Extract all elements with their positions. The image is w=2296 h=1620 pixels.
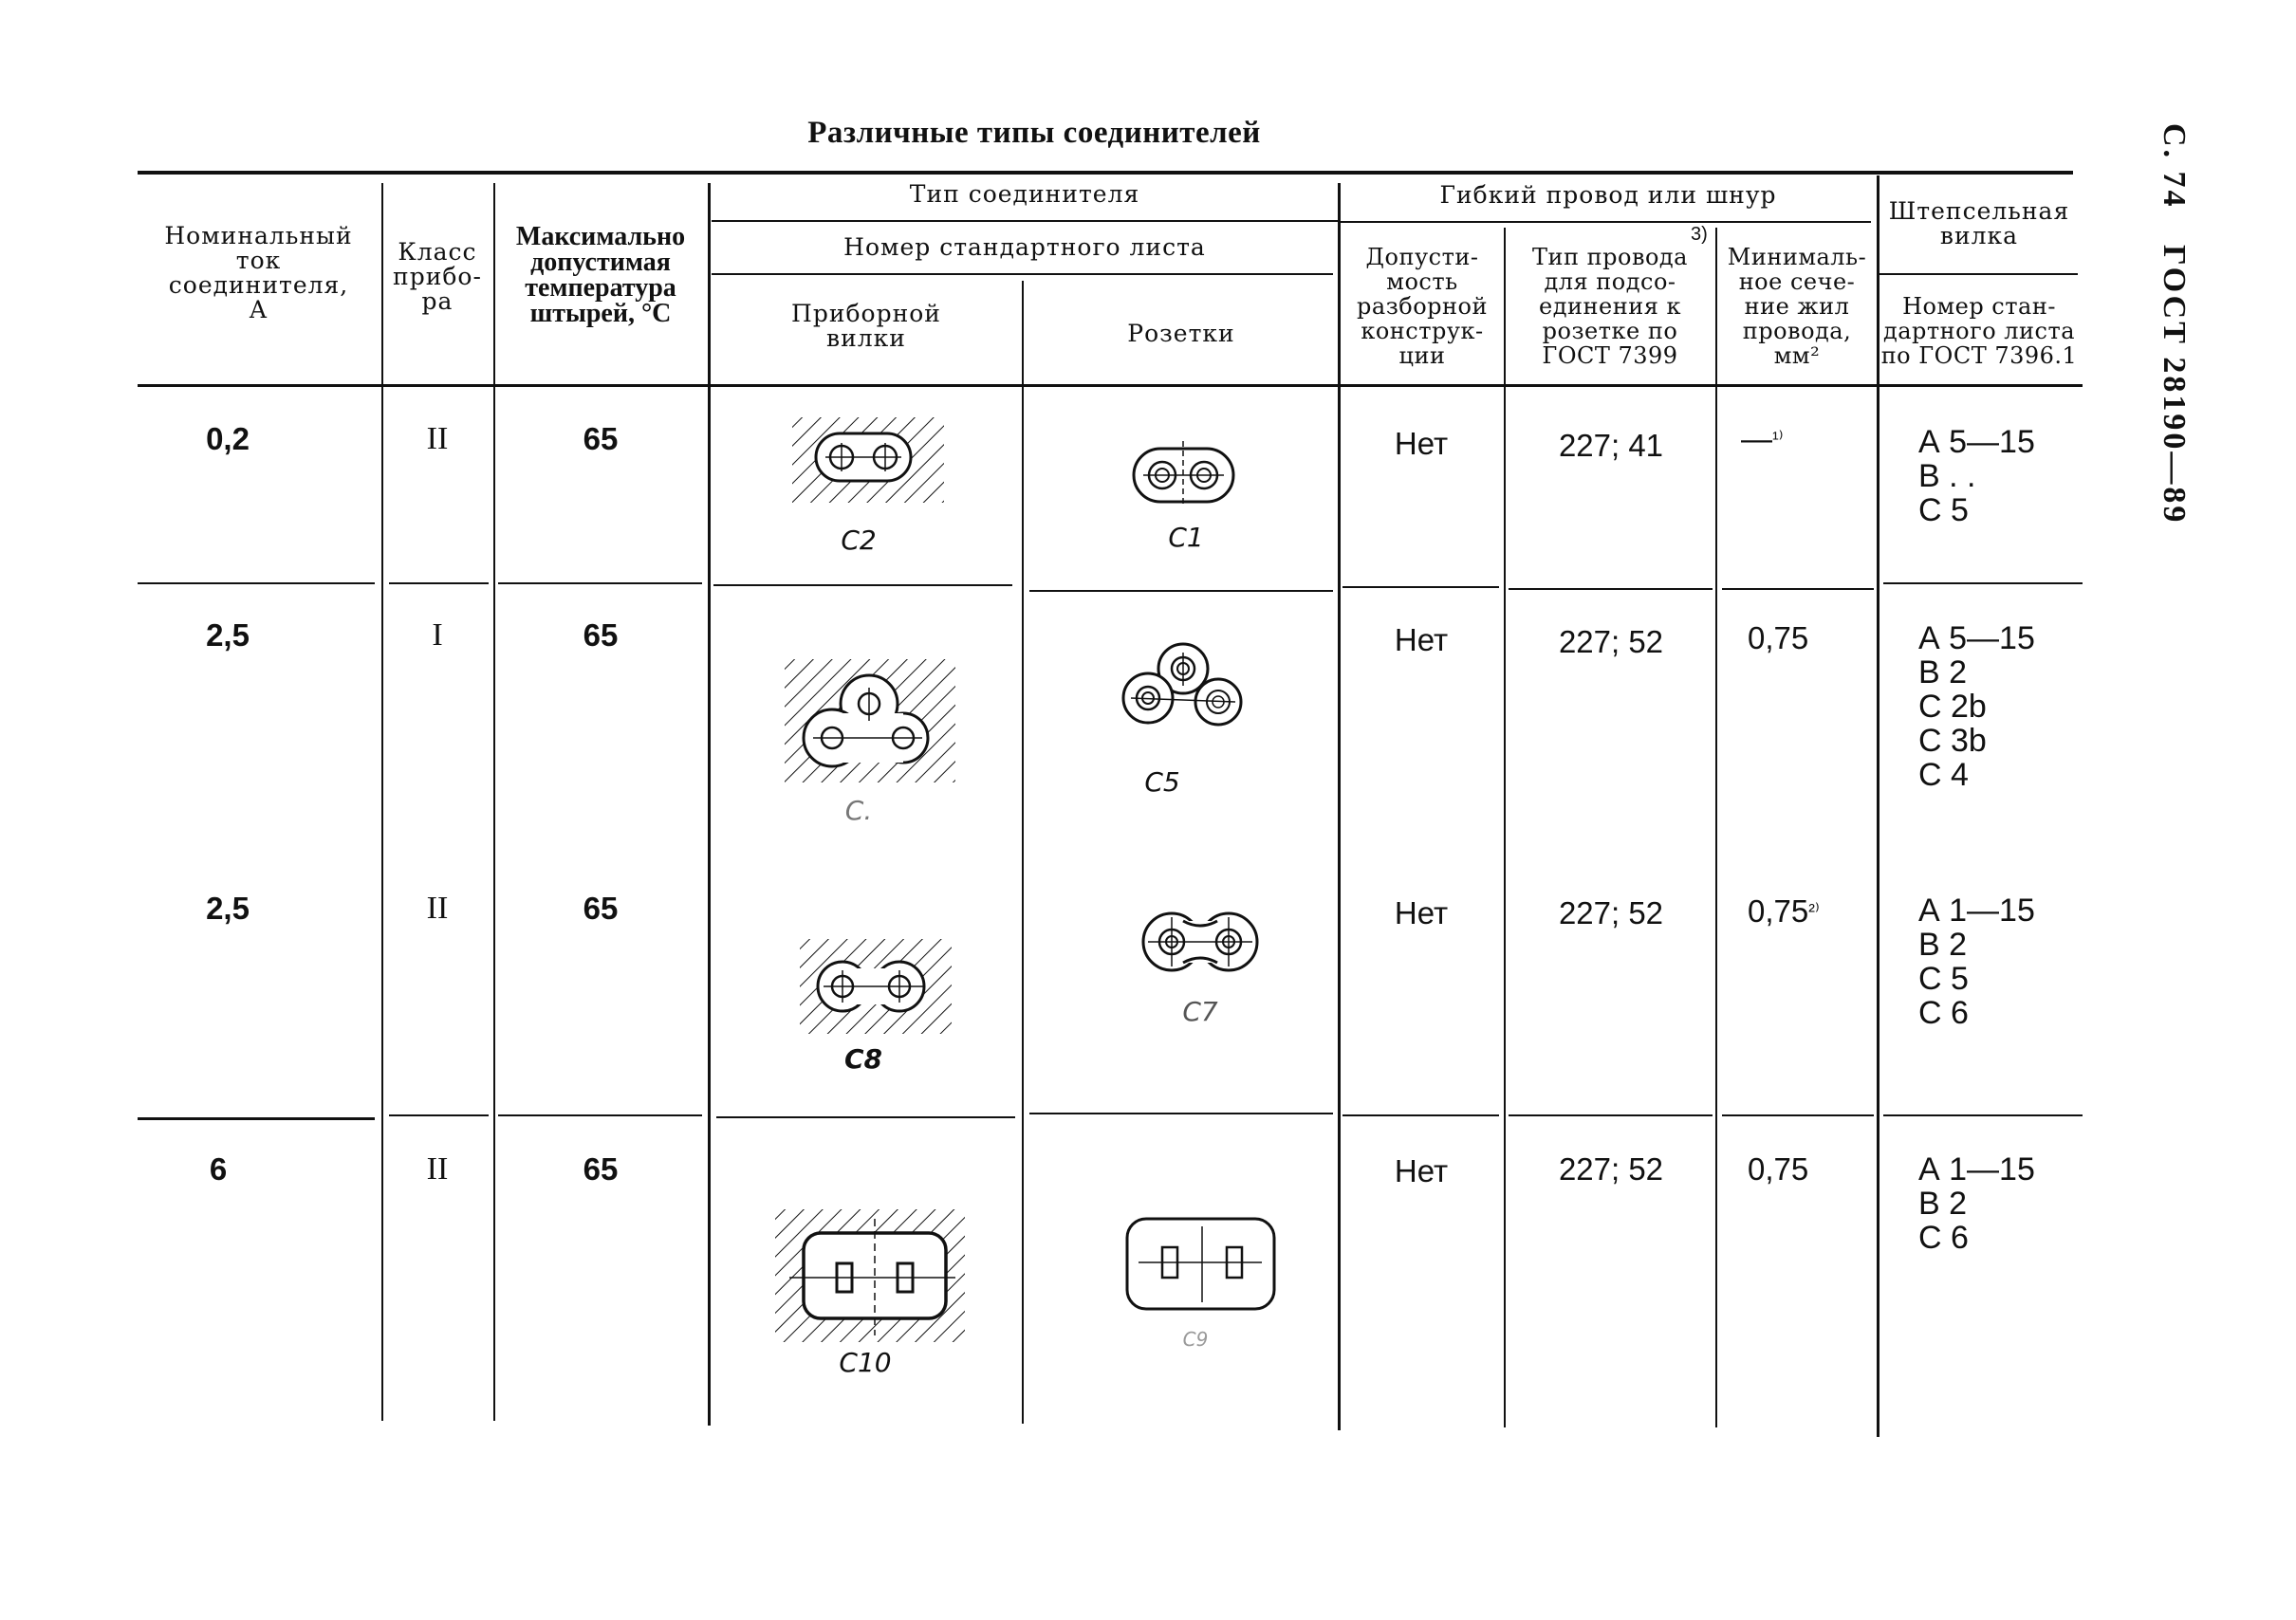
cord-type-footnote: 3) [1691,224,1708,245]
cord-type-value: 227; 52 [1558,1151,1664,1187]
cross-section-value: 0,75 [1748,620,1809,655]
class-value: II [426,1151,449,1187]
plug-sheet-list: А 5—15 В . . С 5 [1918,424,2035,528]
cross-section-value: 0,75 [1748,1151,1809,1187]
rated-current-value: 2,5 [206,617,250,653]
inlet-c2-label: С2 [841,525,877,556]
header-min-cross-section: Минималь- ное сече- ние жил провода, мм² [1727,244,1867,369]
plug-sheet-list: А 1—15 В 2 С 6 [1918,1151,2035,1256]
inlet-c10-label: С10 [839,1347,892,1378]
cross-section-value: —$^{^{1)}}$ [1741,421,1784,456]
inlet-c10-drawing [770,1205,970,1347]
inlet-c6-drawing [780,654,960,787]
class-value: II [426,421,449,456]
class-value: I [432,617,443,653]
inlet-c8-drawing [795,934,956,1039]
rated-current-value: 6 [209,1151,228,1187]
header-cord-type: Тип провода для подсо- единения к розетке по ГОСТ 7399 [1532,244,1688,369]
socket-c1-drawing [1129,441,1243,507]
rewirable-value: Нет [1394,1153,1449,1188]
inlet-c8-label: С8 [843,1043,883,1075]
inlet-c6-label: С. [844,795,873,826]
cord-type-value: 227; 52 [1558,624,1664,659]
header-rated-current: Номинальный ток соединителя, А [164,222,353,323]
class-value: II [426,891,449,926]
header-socket: Розетки [1127,320,1235,347]
temperature-value: 65 [583,891,619,926]
header-connector-type: Тип соединителя [909,180,1140,208]
header-max-pin-temperature: Максимально допустимая температура штырей, °С [515,222,686,328]
header-standard-sheet-number: Номер стандартного листа [843,233,1206,261]
header-rewirable: Допусти- мость разборной конструк- ции [1357,244,1488,369]
temperature-value: 65 [583,1151,619,1187]
temperature-value: 65 [583,617,619,653]
rated-current-value: 2,5 [206,891,250,926]
header-appliance-class: Класс прибо- ра [393,238,482,315]
header-flexible-cord: Гибкий провод или шнур [1439,181,1777,209]
header-appliance-inlet: Приборной вилки [791,300,941,352]
socket-c7-label: С7 [1182,996,1218,1027]
socket-c5-drawing [1112,634,1254,743]
plug-sheet-list: А 5—15 В 2 С 2b С 3b С 4 [1918,620,2035,793]
cross-section-value: $0,75^{^{2)}}$ [1748,893,1820,929]
temperature-value: 65 [583,421,619,456]
rated-current-value: 0,2 [206,421,250,456]
cord-type-value: 227; 52 [1558,895,1664,930]
cord-type-value: 227; 41 [1558,428,1664,463]
socket-c1-label: С1 [1168,522,1204,553]
inlet-c2-drawing [787,413,949,507]
rewirable-value: Нет [1394,426,1449,461]
page-side-header [2135,123,2192,549]
page-number: С. 74 [2157,123,2192,210]
socket-c9-label: С9 [1182,1328,1209,1351]
header-plug-sheet-number: Номер стан- дартного листа по ГОСТ 7396.1 [1880,293,2078,369]
table-title: Различные типы соединителей [807,116,1261,150]
socket-c7-drawing [1134,906,1267,982]
rewirable-value: Нет [1394,622,1449,657]
socket-c5-label: С5 [1144,766,1180,798]
standard-number: ГОСТ 28190—89 [2157,245,2192,525]
socket-c9-drawing [1120,1209,1281,1314]
plug-sheet-list: А 1—15 В 2 С 5 С 6 [1918,893,2035,1031]
header-plug: Штепсельная вилка [1888,197,2070,249]
rewirable-value: Нет [1394,895,1449,930]
